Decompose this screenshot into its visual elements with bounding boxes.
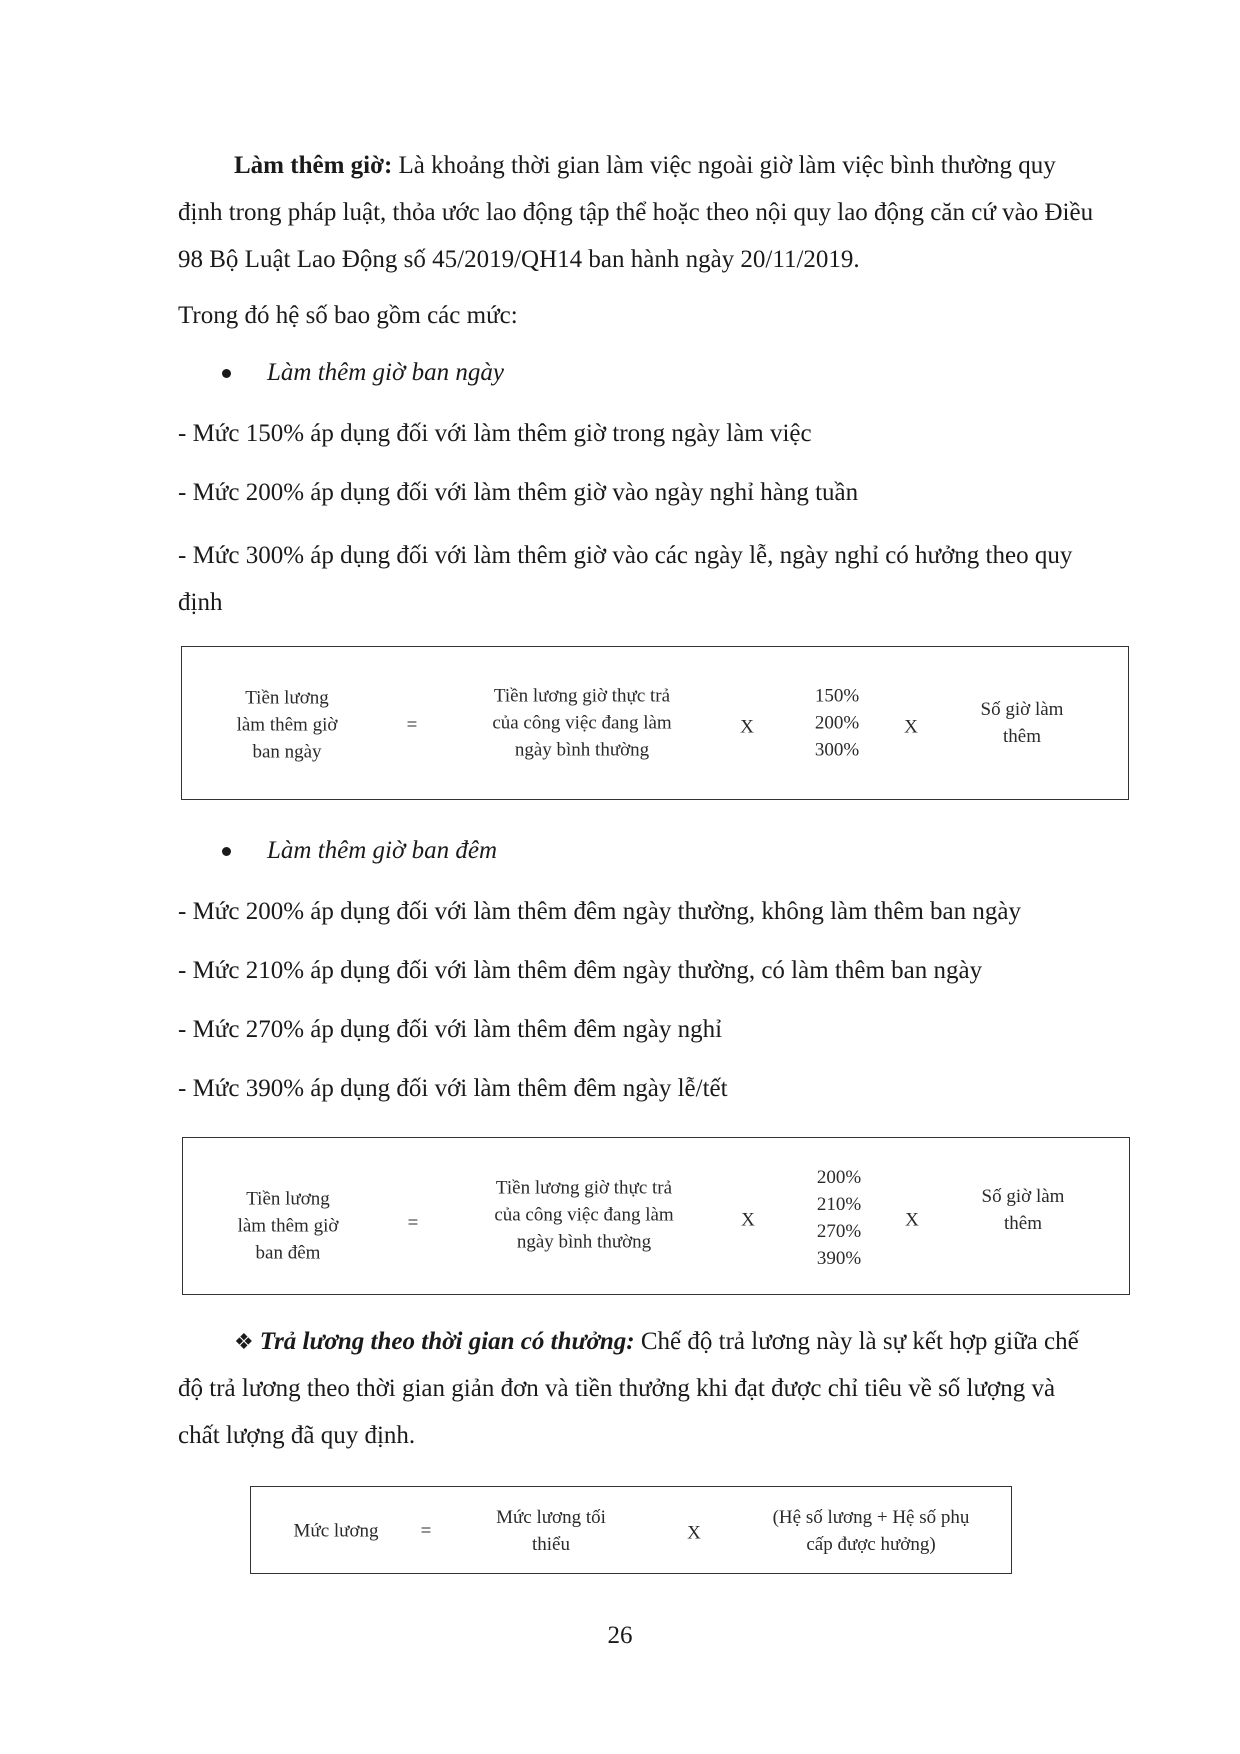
diamond-bullet-icon: ❖ xyxy=(234,1329,254,1354)
night-formula-lhs: Tiền lương làm thêm giờ ban đêm xyxy=(237,1188,339,1264)
day-item-3: - Mức 300% áp dụng đối với làm thêm giờ vào các ngày lễ, ngày nghỉ có hưởng theo quy định xyxy=(178,542,1073,616)
day-formula-multiply-2: X xyxy=(904,716,918,738)
day-overtime-heading xyxy=(222,358,504,388)
salary-formula-factor: (Hệ số lương + Hệ số phụ cấp được hưởng) xyxy=(772,1507,970,1555)
bullet-icon xyxy=(222,847,231,856)
day-formula-lhs: Tiền lương làm thêm giờ ban ngày xyxy=(236,687,338,763)
salary-formula-multiply: X xyxy=(687,1522,701,1544)
day-overtime-formula-box xyxy=(181,646,1129,800)
page-number: 26 xyxy=(607,1622,633,1649)
salary-formula-base: Mức lương tối thiểu xyxy=(496,1507,606,1555)
night-formula-multiply-1: X xyxy=(741,1209,755,1231)
night-formula-hours: Số giờ làm thêm xyxy=(981,1186,1065,1234)
overtime-term: Làm thêm giờ: xyxy=(234,152,393,179)
night-item-2: - Mức 210% áp dụng đối với làm thêm đêm ngày thường, có làm thêm ban ngày xyxy=(178,957,983,984)
night-item-4: - Mức 390% áp dụng đối với làm thêm đêm ngày lễ/tết xyxy=(178,1075,728,1102)
overtime-definition-text: Là khoảng thời gian làm việc ngoài giờ làm việc bình thường quy định trong pháp luật, thỏa ước lao động tập thể hoặc theo nội quy lao động căn cứ vào Điều 98 Bộ Luật Lao Động số 45/2019/QH14 ban hành ngày 20/11/2019. xyxy=(178,152,1094,273)
day-item-2: - Mức 200% áp dụng đối với làm thêm giờ vào ngày nghỉ hàng tuần xyxy=(178,479,859,506)
night-item-1: - Mức 200% áp dụng đối với làm thêm đêm ngày thường, không làm thêm ban ngày xyxy=(178,898,1021,925)
night-overtime-formula-box xyxy=(182,1137,1130,1295)
bonus-pay-paragraph xyxy=(178,1318,1098,1459)
salary-formula-equals: = xyxy=(420,1520,432,1542)
night-item-3: - Mức 270% áp dụng đối với làm thêm đêm ngày nghỉ xyxy=(178,1016,723,1043)
salary-formula-lhs: Mức lương xyxy=(293,1520,379,1542)
day-formula-multiply-1: X xyxy=(740,716,754,738)
night-formula-base: Tiền lương giờ thực trả của công việc đang làm ngày bình thường xyxy=(494,1177,674,1253)
night-formula-equals: = xyxy=(407,1212,419,1234)
bullet-icon xyxy=(222,369,231,378)
bonus-pay-text: Chế độ trả lương này là sự kết hợp giữa chế độ trả lương theo thời gian giản đơn và tiền thưởng khi đạt được chỉ tiêu về số lượng và chất lượng đã quy định. xyxy=(178,1328,1079,1449)
night-overtime-heading-text: Làm thêm giờ ban đêm xyxy=(267,837,497,864)
night-formula-rates: 200% 210% 270% 390% xyxy=(816,1167,862,1269)
levels-intro: Trong đó hệ số bao gồm các mức: xyxy=(178,302,518,329)
night-formula-multiply-2: X xyxy=(905,1209,919,1231)
day-item-1: - Mức 150% áp dụng đối với làm thêm giờ trong ngày làm việc xyxy=(178,420,812,447)
day-formula-rates: 150% 200% 300% xyxy=(814,685,860,761)
day-formula-equals: = xyxy=(406,714,418,736)
night-overtime-heading xyxy=(222,836,497,866)
day-overtime-heading-text: Làm thêm giờ ban ngày xyxy=(267,359,504,386)
bonus-pay-term: Trả lương theo thời gian có thưởng: xyxy=(259,1328,635,1355)
day-formula-hours: Số giờ làm thêm xyxy=(980,699,1064,747)
day-formula-base: Tiền lương giờ thực trả của công việc đang làm ngày bình thường xyxy=(492,685,672,761)
salary-formula-box xyxy=(250,1486,1012,1574)
overtime-definition-paragraph xyxy=(178,142,1098,283)
